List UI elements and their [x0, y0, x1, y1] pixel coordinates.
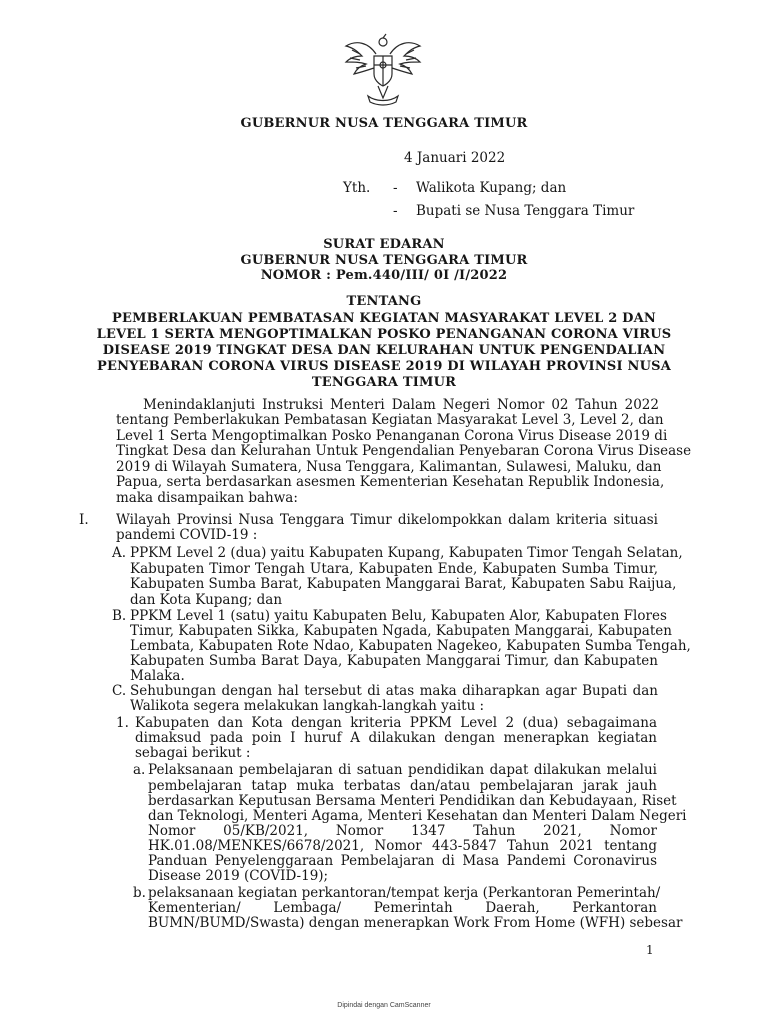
- item-line: Nomor 05/KB/2021, Nomor 1347 Tahun 2021, Nomor: [148, 823, 657, 839]
- subject-line: PEMBERLAKUAN PEMBATASAN KEGIATAN MASYARAKAT LEVEL 2 DAN: [111, 311, 657, 326]
- item-marker: C.: [112, 683, 127, 699]
- item-marker: b.: [133, 885, 146, 901]
- item-line: Kabupaten Timor Tengah Utara, Kabupaten Ende, Kabupaten Sumba Timur,: [130, 561, 658, 577]
- item-line: PPKM Level 2 (dua) yaitu Kabupaten Kupang, Kabupaten Timor Tengah Selatan,: [130, 545, 683, 561]
- item-line: Kementerian/ Lembaga/ Pemerintah Daerah, Perkantoran: [148, 900, 657, 916]
- intro-line: Level 1 Serta Mengoptimalkan Posko Penanganan Corona Virus Disease 2019 di: [116, 428, 668, 444]
- intro-line: Papua, serta berdasarkan asesmen Kementerian Kesehatan Republik Indonesia,: [116, 474, 665, 490]
- garuda-emblem: [338, 32, 428, 112]
- recipient-2: Bupati se Nusa Tenggara Timur: [416, 203, 635, 219]
- item-line: dimaksud pada poin I huruf A dilakukan dengan menerapkan kegiatan: [135, 730, 657, 746]
- subject-line: TENGGARA TIMUR: [311, 375, 457, 390]
- intro-line: maka disampaikan bahwa:: [116, 490, 298, 506]
- intro-line: Tingkat Desa dan Kelurahan Untuk Pengendalian Penyebaran Corona Virus Disease: [116, 443, 692, 459]
- subject-line: PENYEBARAN CORONA VIRUS DISEASE 2019 DI WILAYAH PROVINSI NUSA: [96, 359, 671, 374]
- intro-line: Menindaklanjuti Instruksi Menteri Dalam Negeri Nomor 02 Tahun 2022: [143, 397, 659, 413]
- recipient-dash-1: -: [393, 180, 398, 196]
- item-line: Kabupaten Sumba Barat Daya, Kabupaten Manggarai Timur, dan Kabupaten: [130, 653, 658, 669]
- item-marker: 1.: [116, 715, 129, 731]
- item-line: Kabupaten Sumba Barat, Kabupaten Manggarai Barat, Kabupaten Sabu Raijua,: [130, 576, 677, 592]
- item-line: Malaka.: [130, 668, 185, 684]
- recipient-1: Walikota Kupang; dan: [416, 180, 567, 196]
- letter-date: 4 Januari 2022: [404, 150, 506, 166]
- item-marker: B.: [112, 608, 127, 624]
- item-marker: A.: [112, 545, 127, 561]
- item-line: dan Teknologi, Menteri Agama, Menteri Kesehatan dan Menteri Dalam Negeri: [148, 808, 687, 824]
- item-line: pelaksanaan kegiatan perkantoran/tempat kerja (Perkantoran Pemerintah/: [148, 885, 661, 901]
- intro-line: tentang Pemberlakukan Pembatasan Kegiatan Masyarakat Level 3, Level 2, dan: [116, 412, 664, 428]
- item-line: dan Kota Kupang; dan: [130, 592, 283, 608]
- section-line: Wilayah Provinsi Nusa Tenggara Timur dikelompokkan dalam kriteria situasi: [116, 512, 658, 528]
- item-line: HK.01.08/MENKES/6678/2021, Nomor 443-5847 Tahun 2021 tentang: [148, 838, 657, 854]
- item-line: Pelaksanaan pembelajaran di satuan pendidikan dapat dilakukan melalui: [148, 762, 657, 778]
- item-line: Kabupaten dan Kota dengan kriteria PPKM Level 2 (dua) sebagaimana: [135, 715, 657, 731]
- item-line: Sehubungan dengan hal tersebut di atas maka diharapkan agar Bupati dan: [130, 683, 658, 699]
- subject-line: DISEASE 2019 TINGKAT DESA DAN KELURAHAN UNTUK PENGENDALIAN: [102, 343, 666, 358]
- item-line: Disease 2019 (COVID-19);: [148, 868, 329, 884]
- letterhead-title: GUBERNUR NUSA TENGGARA TIMUR: [240, 116, 528, 131]
- circular-about: TENTANG: [346, 294, 422, 309]
- item-line: PPKM Level 1 (satu) yaitu Kabupaten Belu, Kabupaten Alor, Kabupaten Flores: [130, 608, 667, 624]
- item-line: Lembata, Kabupaten Rote Ndao, Kabupaten Nagekeo, Kabupaten Sumba Tengah,: [130, 638, 691, 654]
- intro-line: 2019 di Wilayah Sumatera, Nusa Tenggara, Kalimantan, Sulawesi, Maluku, dan: [116, 459, 662, 475]
- item-marker: a.: [133, 762, 146, 778]
- circular-issuer: GUBERNUR NUSA TENGGARA TIMUR: [240, 253, 528, 268]
- item-line: BUMN/BUMD/Swasta) dengan menerapkan Work From Home (WFH) sebesar: [148, 915, 683, 931]
- circular-type: SURAT EDARAN: [323, 237, 445, 252]
- section-marker: I.: [79, 512, 89, 528]
- recipient-dash-2: -: [393, 203, 398, 219]
- section-line: pandemi COVID-19 :: [116, 527, 258, 543]
- yth-label: Yth.: [343, 180, 371, 196]
- scanner-footer: Dipindai dengan CamScanner: [337, 1002, 431, 1009]
- item-line: Panduan Penyelenggaraan Pembelajaran di Masa Pandemi Coronavirus: [148, 853, 657, 869]
- item-line: Walikota segera melakukan langkah-langkah yaitu :: [130, 698, 485, 714]
- page-number: 1: [646, 943, 654, 957]
- item-line: sebagai berikut :: [135, 745, 251, 761]
- item-line: pembelajaran tatap muka terbatas dan/atau pembelajaran jarak jauh: [148, 778, 657, 794]
- item-line: berdasarkan Keputusan Bersama Menteri Pendidikan dan Kebudayaan, Riset: [148, 793, 677, 809]
- circular-number: NOMOR : Pem.440/III/ 0I /I/2022: [260, 268, 508, 283]
- subject-line: LEVEL 1 SERTA MENGOPTIMALKAN POSKO PENANGANAN CORONA VIRUS: [96, 327, 672, 342]
- item-line: Timur, Kabupaten Sikka, Kabupaten Ngada, Kabupaten Manggarai, Kabupaten: [130, 623, 672, 639]
